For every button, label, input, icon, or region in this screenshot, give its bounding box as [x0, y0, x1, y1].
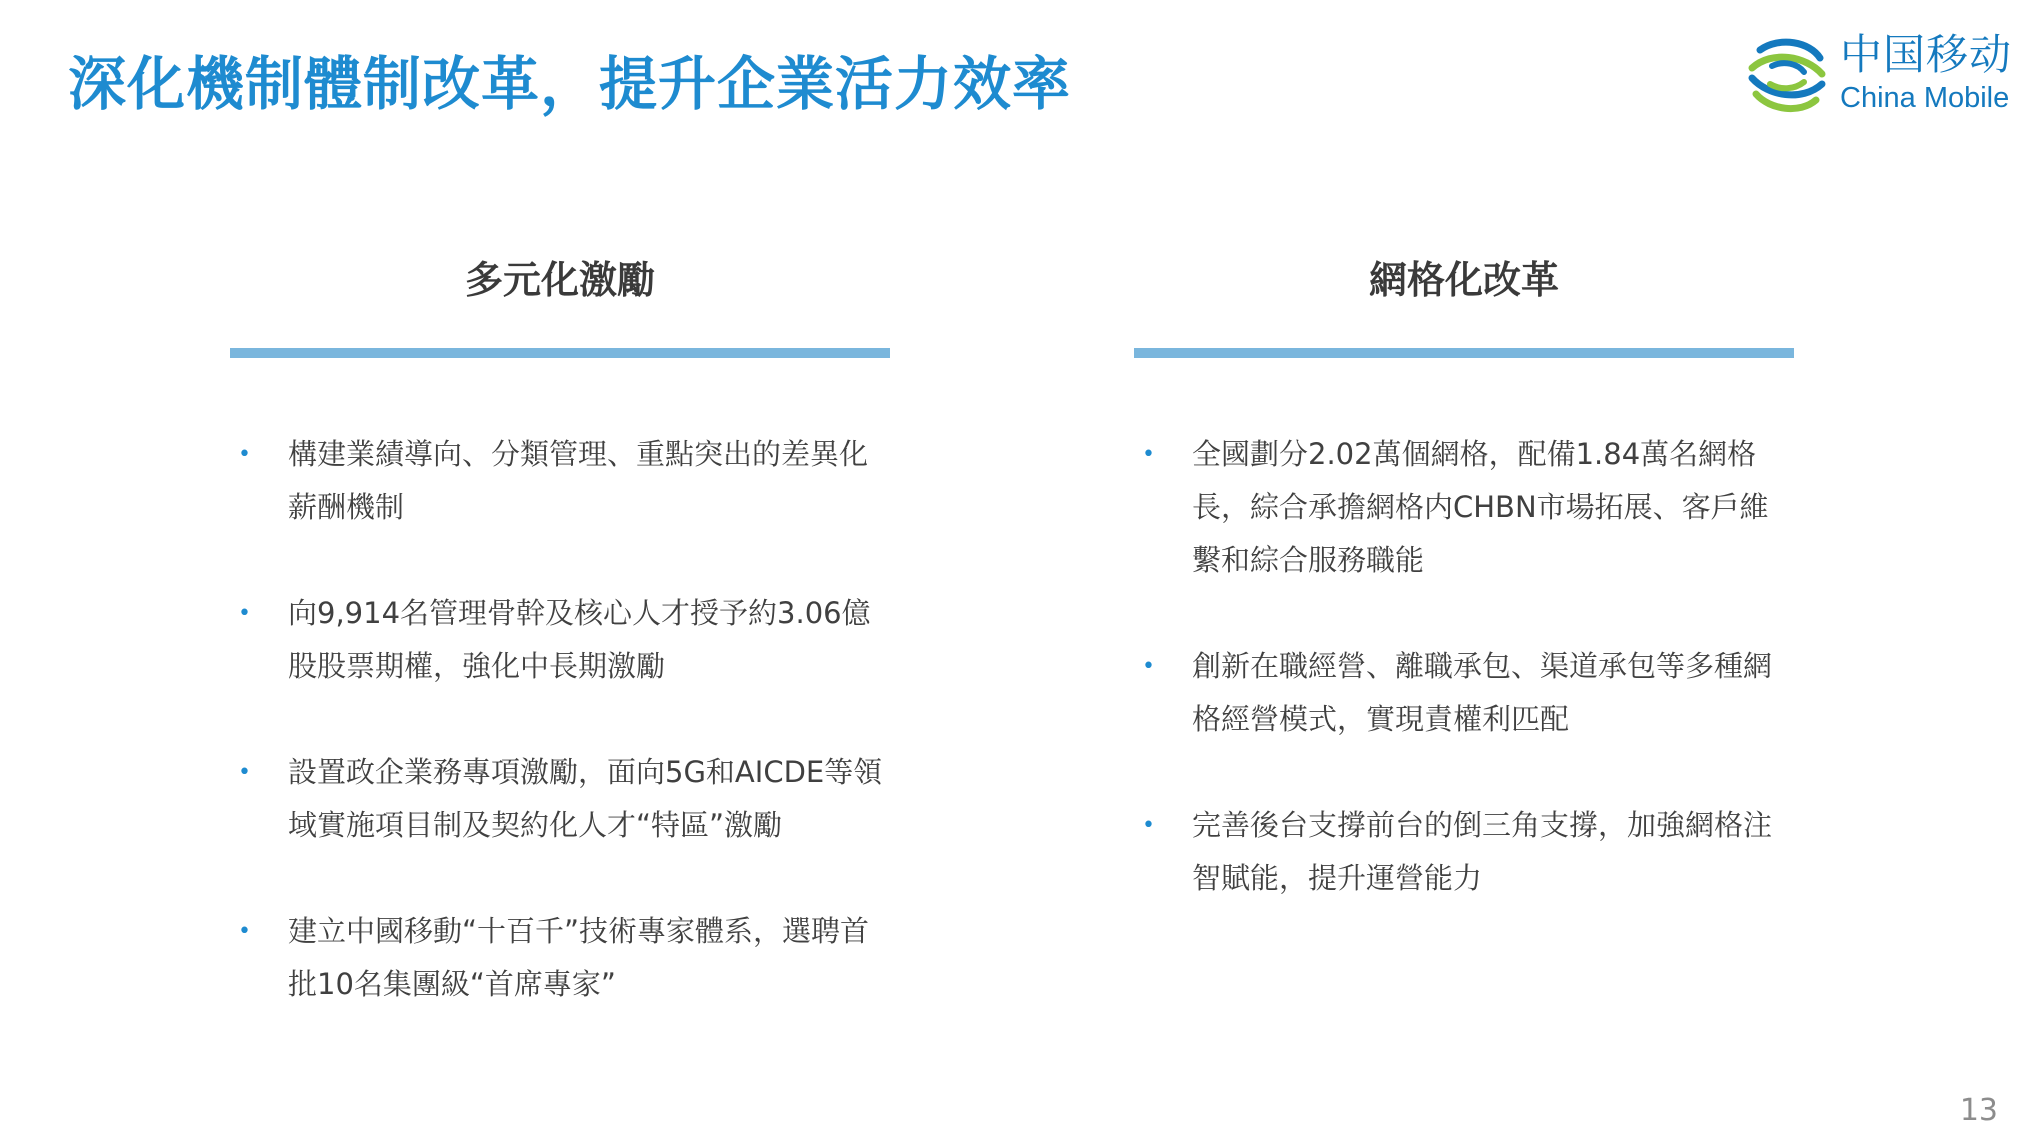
bullet-dot-icon: •	[238, 601, 251, 626]
bullet-text: 向9,914名管理骨幹及核心人才授予約3.06億股股票期權，強化中長期激勵	[288, 596, 871, 683]
bullet-text: 創新在職經營、離職承包、渠道承包等多種網格經營模式，實現責權利匹配	[1192, 649, 1773, 736]
grid-reform-column	[1134, 240, 1794, 958]
page-number: 13	[1959, 1093, 1998, 1128]
bullet-text: 完善後台支撐前台的倒三角支撐，加強網格注智賦能，提升運營能力	[1192, 808, 1773, 895]
grid-reform-bullet-item	[1134, 428, 1794, 587]
logo-name-chinese: 中国移动	[1840, 30, 2013, 79]
bullet-dot-icon: •	[238, 442, 251, 467]
grid-reform-bullet-list	[1134, 428, 1794, 905]
china-mobile-logo	[1742, 26, 2022, 126]
logo-name-english: China Mobile	[1840, 82, 2010, 114]
incentive-bullet-item	[230, 587, 890, 693]
incentive-bullet-item	[230, 905, 890, 1011]
bullet-dot-icon: •	[238, 919, 251, 944]
grid-reform-bullet-item	[1134, 799, 1794, 905]
grid-reform-heading-rule	[1134, 348, 1794, 358]
china-mobile-logo-icon	[1742, 30, 1832, 120]
bullet-text: 構建業績導向、分類管理、重點突出的差異化薪酬機制	[288, 437, 869, 524]
bullet-text: 設置政企業務專項激勵，面向5G和AICDE等領域實施項目制及契約化人才“特區”激勵	[288, 755, 883, 842]
incentive-bullet-list	[230, 428, 890, 1011]
incentive-column	[230, 240, 890, 1064]
bullet-dot-icon: •	[1142, 813, 1155, 838]
slide-title: 深化機制體制改革，提升企業活力效率	[68, 50, 1072, 118]
incentive-bullet-item	[230, 428, 890, 534]
bullet-dot-icon: •	[238, 760, 251, 785]
bullet-dot-icon: •	[1142, 442, 1155, 467]
bullet-text: 建立中國移動“十百千”技術專家體系，選聘首批10名集團級“首席專家”	[288, 914, 870, 1001]
incentive-bullet-item	[230, 746, 890, 852]
incentive-heading: 多元化激勵	[464, 258, 655, 302]
bullet-text: 全國劃分2.02萬個網格，配備1.84萬名網格長，綜合承擔網格内CHBN市場拓展、客戶維繫和綜合服務職能	[1192, 437, 1769, 577]
bullet-dot-icon: •	[1142, 654, 1155, 679]
incentive-heading-rule	[230, 348, 890, 358]
grid-reform-bullet-item	[1134, 640, 1794, 746]
grid-reform-heading: 網格化改革	[1368, 258, 1559, 302]
